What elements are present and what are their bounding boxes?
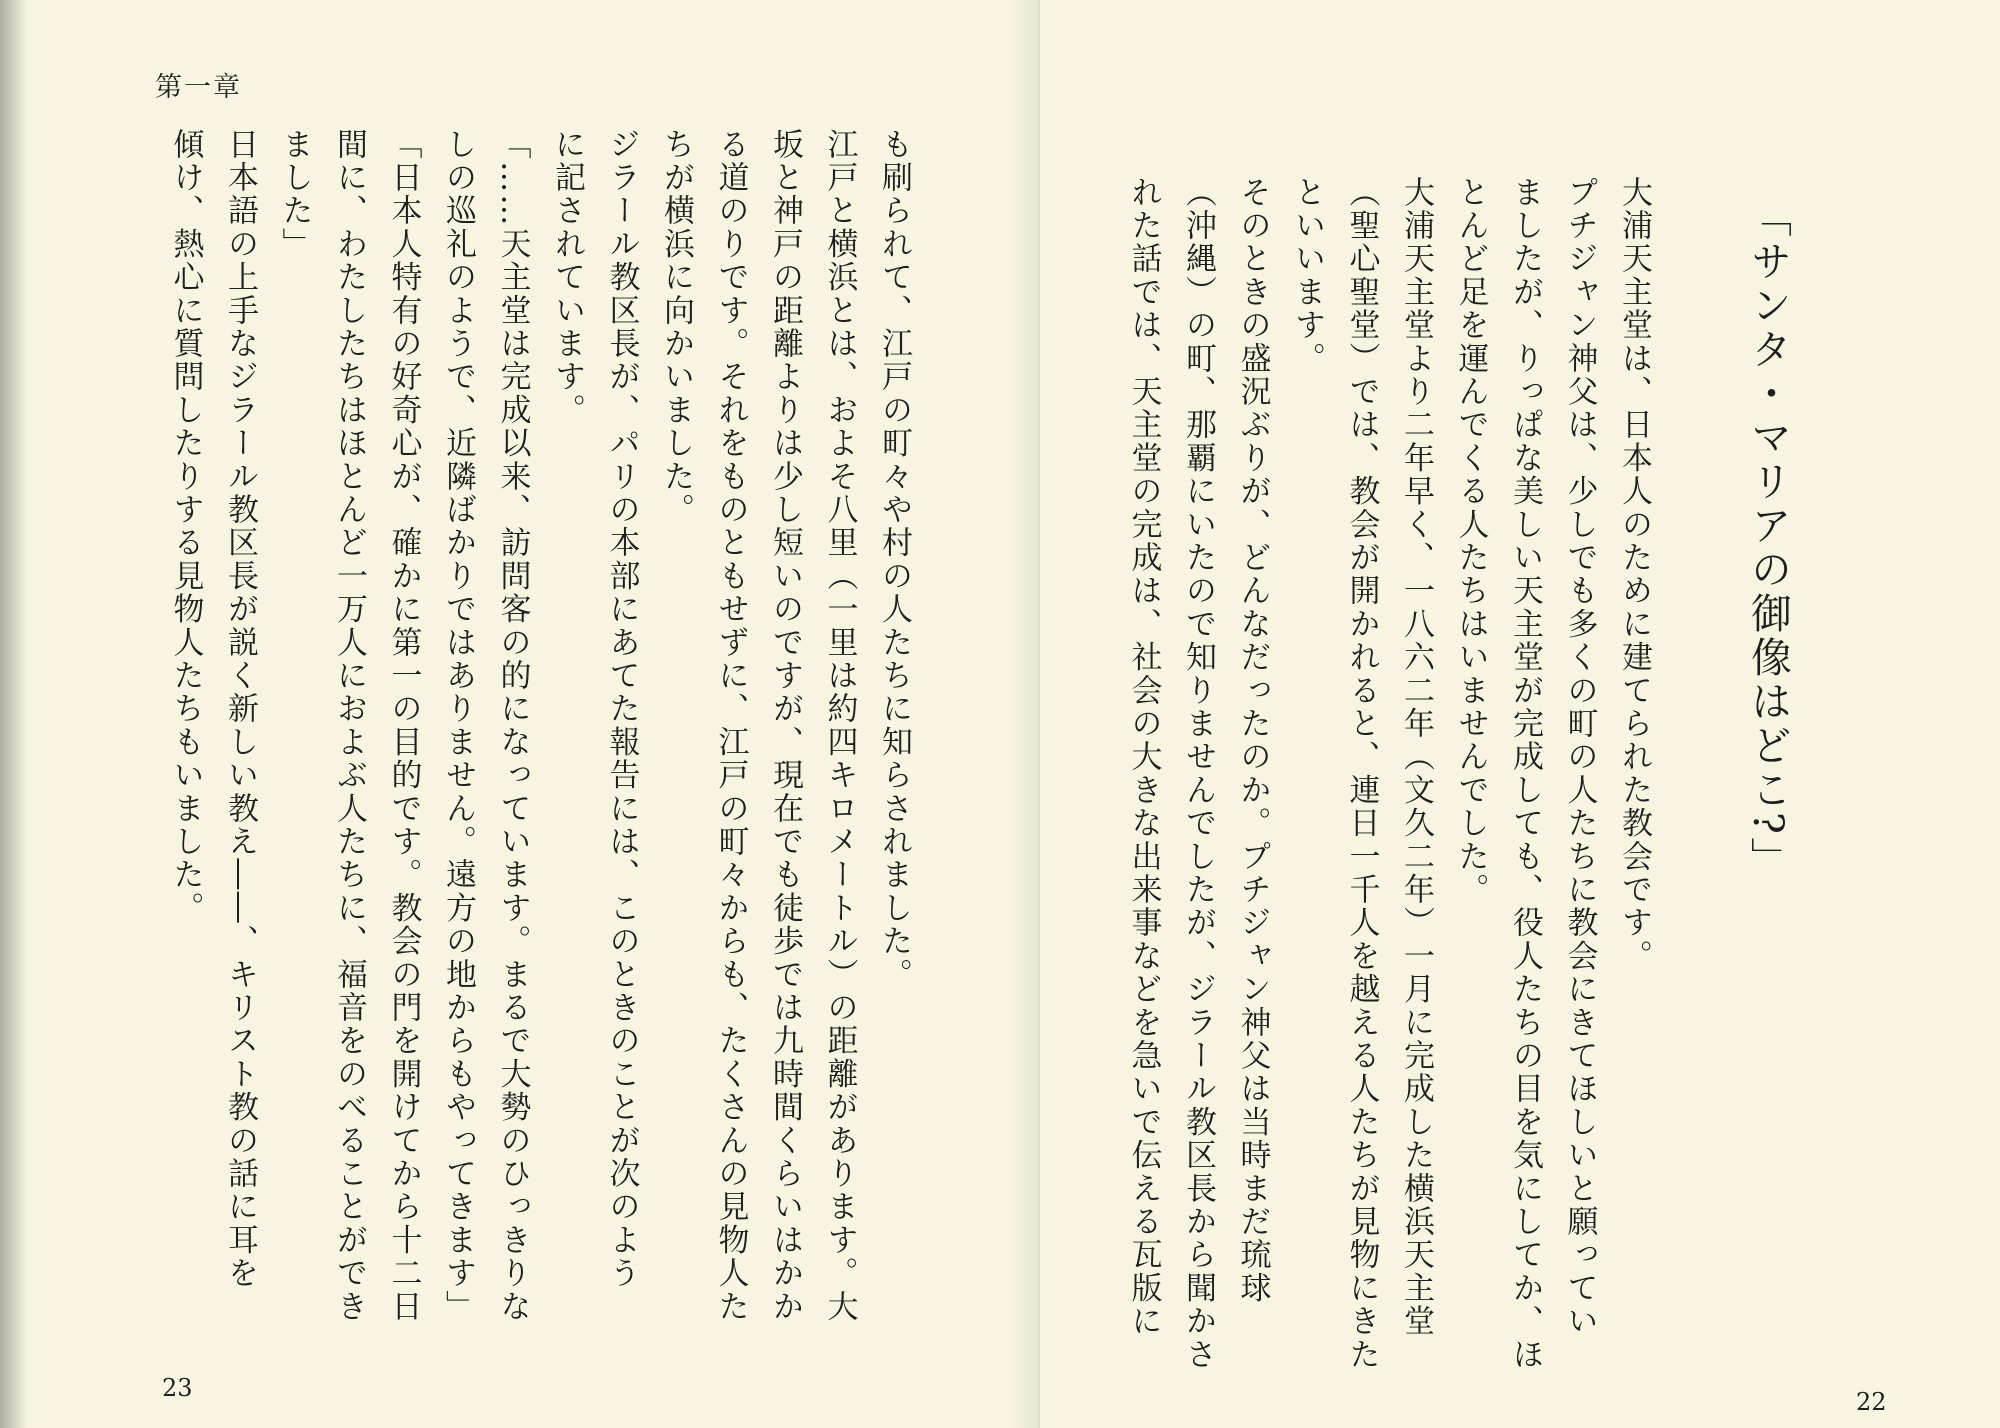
text-line: 「……天主堂は完成以来、訪問客の的になっています。まるで大勢のひっきりな <box>494 128 531 1324</box>
right-page-text <box>1116 176 1661 1372</box>
text-line: とんど足を運んでくる人たちはいませんでした。 <box>1452 176 1489 907</box>
text-line: も刷られて、江戸の町々や村の人たちに知らされました。 <box>876 128 912 992</box>
page-edge-shadow <box>0 0 28 1428</box>
text-line: しの巡礼のようで、近隣ばかりではありません。遠方の地からもやってきます」 <box>440 128 476 1324</box>
page-number-left: 23 <box>162 1374 193 1402</box>
page-number-right: 22 <box>1856 1388 1887 1416</box>
text-line: 坂と神戸の距離よりは少し短いのですが、現在でも徒歩では九時間くらいはかか <box>767 128 803 1324</box>
text-line: 江戸と横浜とは、およそ八里（一里は約四キロメートル）の距離があります。大 <box>821 128 858 1324</box>
text-line: 大浦天主堂より二年早く、一八六二年（文久二年）一月に完成した横浜天主堂 <box>1398 176 1434 1338</box>
text-line: ちが横浜に向かいました。 <box>658 128 694 527</box>
text-line: （聖心聖堂）では、教会が開かれると、連日一千人を越える人たちが見物にきた <box>1343 176 1380 1372</box>
right-page <box>1040 0 2000 1428</box>
running-head: 第一章 <box>155 72 242 103</box>
text-line: ジラール教区長が、パリの本部にあてた報告には、このときのことが次のよう <box>603 128 640 1290</box>
text-line: ましたが、りっぱな美しい天主堂が完成しても、役人たちの目を気にしてか、ほ <box>1507 176 1543 1372</box>
text-line: 日本語の上手なジラール教区長が説く新しい教え――、キリスト教の話に耳を <box>222 128 258 1290</box>
text-line: れた話では、天主堂の完成は、社会の大きな出来事などを急いで伝える瓦版に <box>1125 176 1162 1338</box>
chapter-title: 「サンタ・マリアの御像はどこ?」 <box>1744 196 1792 881</box>
text-line: 「日本人特有の好奇心が、確かに第一の目的です。教会の門を開けてから十二日 <box>385 128 422 1324</box>
text-line: （沖縄）の町、那覇にいたので知りませんでしたが、ジラール教区長から聞かさ <box>1180 176 1216 1372</box>
text-line: 大浦天主堂は、日本人のために建てられた教会です。 <box>1616 176 1652 973</box>
text-line: に記されています。 <box>549 128 585 427</box>
left-page-text <box>158 128 921 1328</box>
text-line: ました」 <box>276 128 313 261</box>
text-line: プチジャン神父は、少しでも多くの町の人たちに教会にきてほしいと願ってい <box>1561 176 1598 1338</box>
text-line: そのときの盛況ぶりが、どんなだったのか。プチジャン神父は当時まだ琉球 <box>1234 176 1271 1305</box>
text-line: る道のりです。それをものともせずに、江戸の町々からも、たくさんの見物人た <box>712 128 749 1324</box>
text-line: 傾け、熱心に質問したりする見物人たちもいました。 <box>167 128 204 925</box>
text-line: 間に、わたしたちはほとんど一万人におよぶ人たちに、福音をのべることができ <box>331 128 367 1324</box>
text-line: といいます。 <box>1289 176 1325 376</box>
